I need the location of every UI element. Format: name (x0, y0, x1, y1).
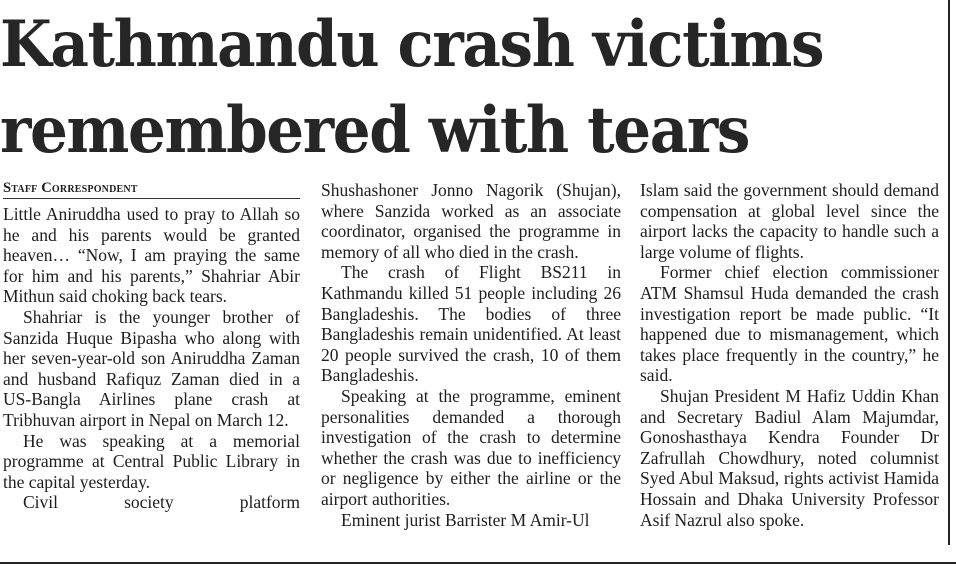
headline-line-2: remembered with tears (0, 93, 749, 168)
article-column-3 (640, 180, 939, 530)
paragraph: Little Aniruddha used to pray to Allah so he and his parents would be granted heaven… “Now, I am praying the same for him and his parents,” Shahriar Abir Mithun said choking back tears. (3, 204, 300, 307)
page-border-right (948, 0, 950, 545)
paragraph: He was speaking at a memorial programme at Central Public Library in the capital yesterday. (3, 430, 300, 492)
paragraph: Civil society platform (23, 492, 300, 513)
paragraph: Speaking at the programme, eminent personalities demanded a thorough investigation of the crash to determine whether the crash was due to inefficiency or negligence by either the airline or the airport authorities. (321, 385, 621, 509)
paragraph: Islam said the government should demand compensation at global level since the airport lacks the capacity to handle such a large volume of flights. (640, 180, 939, 262)
paragraph: Shushashoner Jonno Nagorik (Shujan), where Sanzida worked as an associate coordinator, organised the programme in memory of all who died in the crash. (321, 180, 621, 262)
headline-line-1: Kathmandu crash victims (0, 7, 824, 82)
article-column-2 (321, 180, 621, 530)
article-column-1 (3, 180, 300, 513)
paragraph: Shujan President M Hafiz Uddin Khan and Secretary Badiul Alam Majumdar, Gonoshasthaya Kendra Founder Dr Zafrullah Chowdhury, noted columnist Syed Abul Maksud, rights activist Hamida Hossain and Dhaka University Professor Asif Nazrul also spoke. (640, 385, 939, 530)
paragraph: Eminent jurist Barrister M Amir-Ul (341, 509, 590, 530)
byline: Staff Correspondent (3, 180, 300, 199)
paragraph: The crash of Flight BS211 in Kathmandu killed 51 people including 26 Bangladeshis. The bodies of three Bangladeshis remain unidentified. At least 20 people survived the crash, 10 of them Bangladeshis. (321, 262, 621, 386)
page-border-bottom (0, 562, 956, 564)
paragraph: Shahriar is the younger brother of Sanzida Huque Bipasha who along with her seven-year-old son Aniruddha Zaman and husband Rafiquz Zaman died in a US-Bangla Airlines plane crash at Tribhuvan airport in Nepal on March 12. (3, 306, 300, 430)
paragraph: Former chief election commissioner ATM Shamsul Huda demanded the crash investigation report be made public. “It happened due to mismanagement, which takes place frequently in the country,” he said. (640, 262, 939, 386)
headline (0, 0, 879, 174)
